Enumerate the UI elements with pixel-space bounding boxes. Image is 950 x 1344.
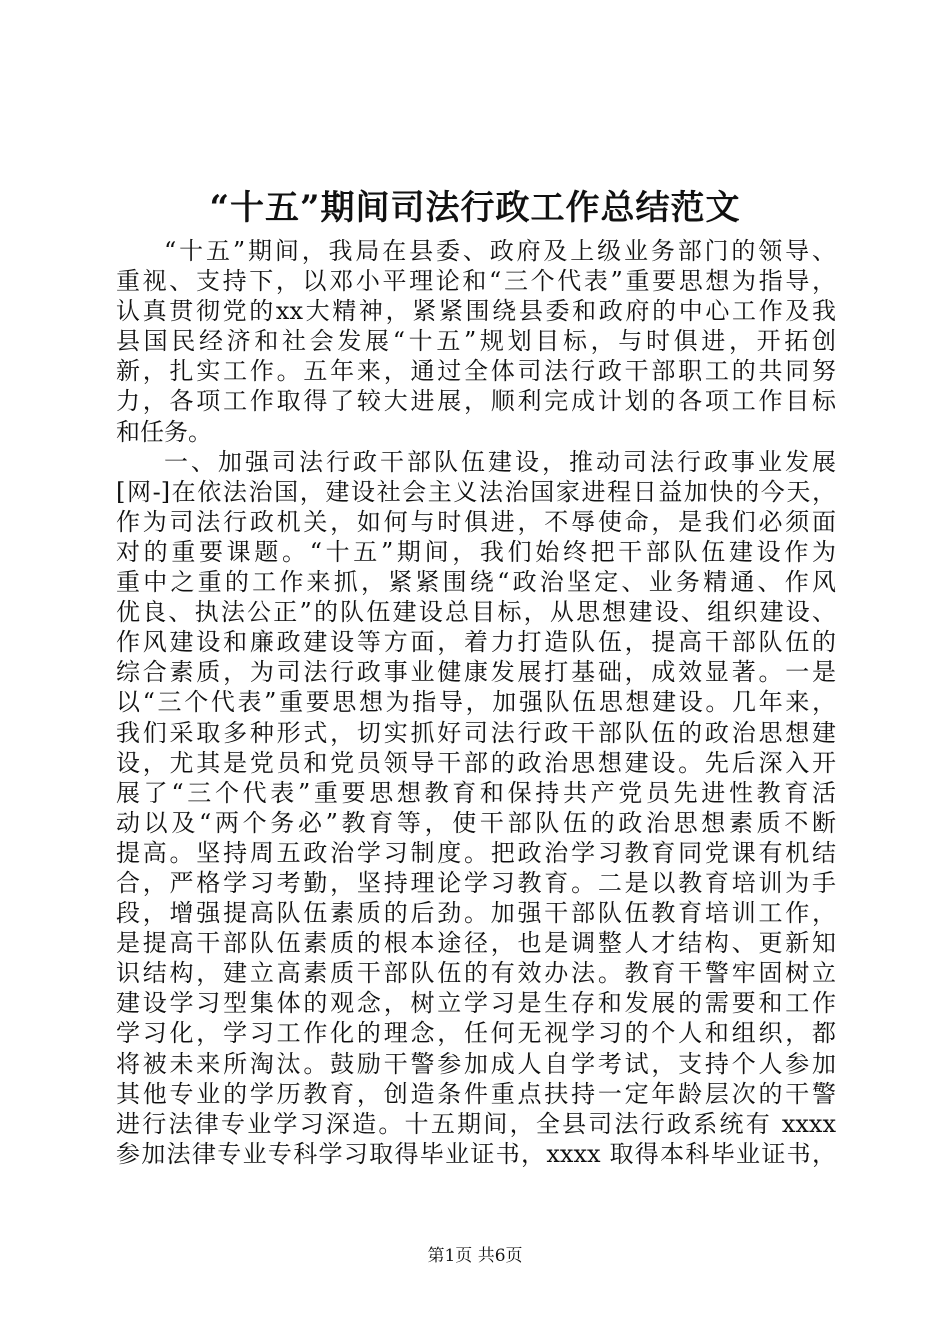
text-line: 参加法律专业专科学习取得毕业证书，xxxx 取得本科毕业证书， <box>116 1139 836 1168</box>
text-line: 识结构，建立高素质干部队伍的有效办法。教育干警牢固树立 <box>116 959 836 988</box>
text-line: 优良、执法公正”的队伍建设总目标，从思想建设、组织建设、 <box>116 598 836 627</box>
text-line: 对的重要课题。“十五”期间，我们始终把干部队伍建设作为 <box>116 537 836 566</box>
text-line: 我们采取多种形式，切实抓好司法行政干部队伍的政治思想建 <box>116 718 836 747</box>
text-line: 综合素质，为司法行政事业健康发展打基础，成效显著。一是 <box>116 658 836 687</box>
text-line: 新，扎实工作。五年来，通过全体司法行政干部职工的共同努 <box>116 357 836 386</box>
text-line: 作风建设和廉政建设等方面，着力打造队伍，提高干部队伍的 <box>116 628 836 657</box>
paragraph-2 <box>116 447 836 1169</box>
text-line: 展了“三个代表”重要思想教育和保持共产党员先进性教育活 <box>116 778 836 807</box>
text-line: 认真贯彻党的xx大精神，紧紧围绕县委和政府的中心工作及我 <box>116 297 836 326</box>
text-line: 力，各项工作取得了较大进展，顺利完成计划的各项工作目标 <box>116 387 836 416</box>
text-line: 学习化，学习工作化的理念，任何无视学习的个人和组织，都 <box>116 1019 836 1048</box>
text-line: 合，严格学习考勤，坚持理论学习教育。二是以教育培训为手 <box>116 868 836 897</box>
text-line: 提高。坚持周五政治学习制度。把政治学习教育同党课有机结 <box>116 838 836 867</box>
paragraph-1 <box>116 236 836 447</box>
text-line: 进行法律专业学习深造。十五期间，全县司法行政系统有 xxxx <box>116 1109 836 1138</box>
text-line: 建设学习型集体的观念，树立学习是生存和发展的需要和工作 <box>116 989 836 1018</box>
text-line: 其他专业的学历教育，创造条件重点扶持一定年龄层次的干警 <box>116 1079 836 1108</box>
text-line: “十五”期间，我局在县委、政府及上级业务部门的领导、 <box>164 237 836 265</box>
text-line: 段，增强提高队伍素质的后劲。加强干部队伍教育培训工作， <box>116 899 836 928</box>
text-line: 设，尤其是党员和党员领导干部的政治思想建设。先后深入开 <box>116 748 836 777</box>
page-number-footer: 第1页 共6页 <box>427 1246 523 1266</box>
text-line: 和任务。 <box>116 417 212 446</box>
text-line: 重视、支持下，以邓小平理论和“三个代表”重要思想为指导， <box>116 267 836 296</box>
text-line: 将被未来所淘汰。鼓励干警参加成人自学考试，支持个人参加 <box>116 1049 836 1078</box>
text-line: 作为司法行政机关，如何与时俱进，不辱使命，是我们必须面 <box>116 507 836 536</box>
text-line: 是提高干部队伍素质的根本途径，也是调整人才结构、更新知 <box>116 929 836 958</box>
text-line: 以“三个代表”重要思想为指导，加强队伍思想建设。几年来， <box>116 688 836 717</box>
text-line: 县国民经济和社会发展“十五”规划目标，与时俱进，开拓创 <box>116 327 836 356</box>
document-title: “十五”期间司法行政工作总结范文 <box>209 188 741 228</box>
document-body <box>116 236 836 1169</box>
text-line: 动以及“两个务必”教育等，使干部队伍的政治思想素质不断 <box>116 808 836 837</box>
text-line: 一、加强司法行政干部队伍建设，推动司法行政事业发展 <box>164 447 836 476</box>
text-line: 重中之重的工作来抓，紧紧围绕“政治坚定、业务精通、作风 <box>116 568 836 597</box>
text-line: [网-]在依法治国，建设社会主义法治国家进程日益加快的今天， <box>116 477 836 506</box>
